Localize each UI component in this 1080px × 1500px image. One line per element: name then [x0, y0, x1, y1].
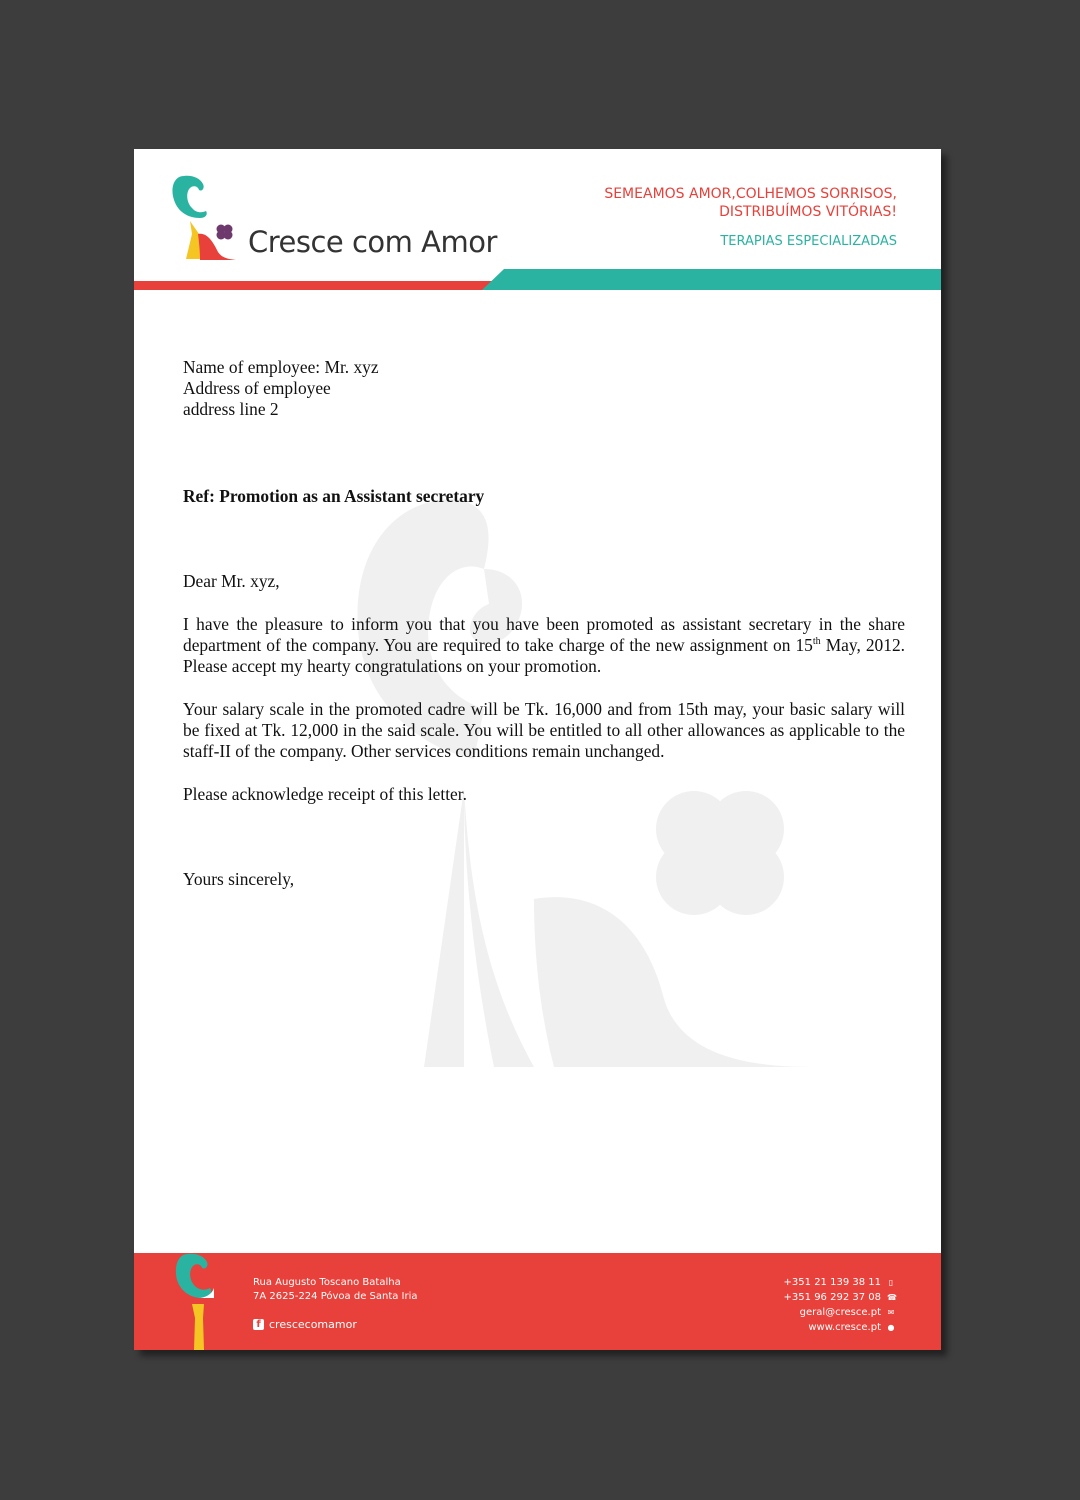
recipient-address-line1: Address of employee: [183, 378, 331, 398]
letter-body: [183, 357, 905, 890]
email-address[interactable]: geral@cresce.pt: [799, 1307, 881, 1318]
facebook-link[interactable]: [253, 1318, 357, 1331]
footer-contact: [784, 1275, 895, 1335]
contact-phone: [784, 1290, 895, 1305]
subtagline: TERAPIAS ESPECIALIZADAS: [720, 234, 897, 249]
footer-bar: [134, 1253, 941, 1350]
tagline-line1: SEMEAMOS AMOR,COLHEMOS SORRISOS,: [604, 186, 897, 202]
contact-email[interactable]: [784, 1305, 895, 1320]
facebook-handle: crescecomamor: [269, 1318, 357, 1331]
paragraph-1-text: I have the pleasure to inform you that you have been promoted as assistant secretary in the share department of the company. You are required to take charge of the new assignment on 15: [183, 614, 905, 655]
mail-icon: ✉: [887, 1308, 895, 1317]
phone-icon: ☎: [887, 1293, 897, 1302]
reference-line: Ref: Promotion as an Assistant secretary: [183, 486, 485, 506]
website-link[interactable]: www.cresce.pt: [808, 1322, 881, 1333]
letterhead-page: [134, 149, 941, 1350]
brand-logo-icon: [172, 174, 242, 264]
globe-icon: ●: [887, 1323, 895, 1332]
tagline-line2: DISTRIBUÍMOS VITÓRIAS!: [719, 204, 897, 220]
paragraph-1: [183, 614, 905, 677]
footer-logo-icon: [174, 1252, 214, 1350]
ordinal-suffix: th: [812, 636, 821, 648]
header-color-bands: [134, 266, 941, 293]
mobile-number: +351 21 139 38 11: [783, 1277, 881, 1288]
closing: Yours sincerely,: [183, 869, 295, 889]
paragraph-2: Your salary scale in the promoted cadre will be Tk. 16,000 and from 15th may, your basic salary will be fixed at Tk. 12,000 in the said scale. You will be entitled to all other allowances as applicable to the staff-II of the company. Other services conditions remain unchanged.: [183, 699, 905, 761]
footer-address-line1: Rua Augusto Toscano Batalha: [253, 1277, 401, 1288]
recipient-address: [183, 357, 905, 420]
footer-address: [253, 1276, 418, 1304]
contact-website[interactable]: [784, 1320, 895, 1335]
recipient-address-line2: address line 2: [183, 399, 279, 419]
salutation: Dear Mr. xyz,: [183, 571, 280, 591]
paragraph-1-text-end: May, 2012. Please accept my hearty congratulations on your promotion.: [183, 635, 905, 676]
facebook-icon: f: [253, 1319, 264, 1330]
brand-name: Cresce com Amor: [248, 225, 497, 259]
recipient-name: Name of employee: Mr. xyz: [183, 357, 379, 377]
tagline: [604, 185, 897, 221]
phone-number: +351 96 292 37 08: [783, 1292, 881, 1303]
footer-address-line2: 7A 2625-224 Póvoa de Santa Iria: [253, 1291, 418, 1302]
paragraph-3: Please acknowledge receipt of this letter.: [183, 784, 467, 804]
contact-mobile: [784, 1275, 895, 1290]
mobile-icon: ▯: [888, 1278, 894, 1287]
